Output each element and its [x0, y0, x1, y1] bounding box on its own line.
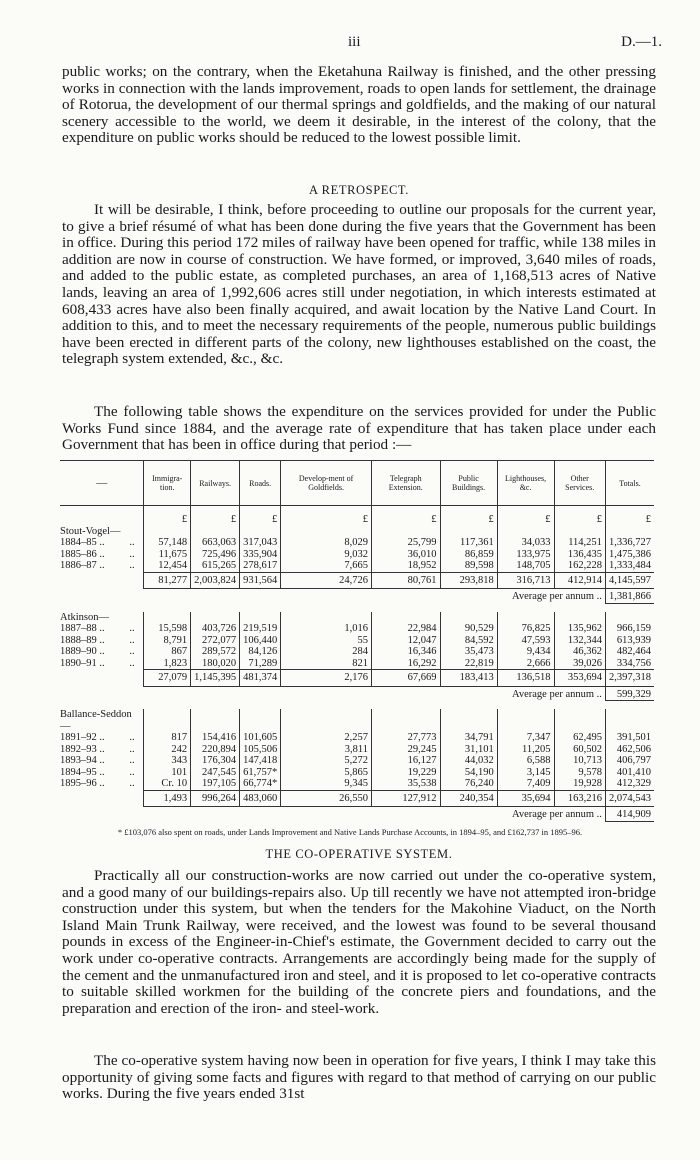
row-year: 1890–91 ..: [60, 657, 105, 669]
subtotal-cell: 27,079: [144, 670, 191, 687]
table-cell: 3,811: [281, 744, 372, 756]
table-cell: 25,799: [371, 537, 440, 549]
page-number: iii: [348, 34, 361, 50]
table-cell: 11,205: [497, 744, 554, 756]
empty-cell: [440, 526, 497, 538]
table-cell: 401,410: [605, 767, 654, 779]
subtotal-cell: 2,397,318: [605, 670, 654, 687]
table-cell: 220,894: [191, 744, 240, 756]
table-cell: 284: [281, 646, 372, 658]
table-cell: 391,501: [605, 732, 654, 744]
spacer-cell: [60, 506, 129, 526]
row-dots: ..: [129, 537, 135, 548]
empty-cell: [554, 612, 605, 624]
table-cell: 9,345: [281, 778, 372, 790]
group-label-row: [60, 709, 654, 732]
table-cell: 821: [281, 658, 372, 670]
spacer-cell: [129, 670, 144, 687]
spacer-cell: [60, 790, 129, 807]
column-header: Totals.: [605, 461, 654, 506]
average-label: Average per annum ..: [512, 688, 602, 700]
empty-cell: [281, 612, 372, 624]
currency-cell: £: [191, 506, 240, 526]
table-cell: 176,304: [191, 755, 240, 767]
empty-cell: [191, 709, 240, 732]
table-cell: 147,418: [240, 755, 281, 767]
table-cell: 76,240: [440, 778, 497, 790]
empty-cell: [554, 526, 605, 538]
table-cell: 462,506: [605, 744, 654, 756]
table-cell: 2,666: [497, 658, 554, 670]
row-year: 1885–86 ..: [60, 548, 105, 560]
table-cell: 180,020: [191, 658, 240, 670]
table-header-row: [60, 461, 654, 506]
table-cell: 16,292: [371, 658, 440, 670]
group-name: Stout-Vogel—: [60, 525, 121, 537]
table-cell: 16,127: [371, 755, 440, 767]
heading-retrospect: A RETROSPECT.: [309, 183, 409, 197]
table-cell: 35,473: [440, 646, 497, 658]
table-row: [60, 623, 654, 635]
subtotal-cell: 2,074,543: [605, 790, 654, 807]
table-cell: 39,026: [554, 658, 605, 670]
table-cell: 317,043: [240, 537, 281, 549]
column-header: Other Services.: [554, 461, 605, 506]
subtotal-cell: 26,550: [281, 790, 372, 807]
table-row: [60, 767, 654, 779]
table-cell: 725,496: [191, 549, 240, 561]
row-year: 1893–94 ..: [60, 755, 105, 766]
table-cell: 1,333,484: [605, 560, 654, 572]
table-cell: 8,029: [281, 537, 372, 549]
row-year: 1894–95 ..: [60, 766, 105, 778]
table-cell: 101,605: [240, 732, 281, 744]
table-cell: 11,675: [144, 549, 191, 561]
empty-cell: [554, 709, 605, 732]
spacer-cell: [129, 572, 144, 589]
empty-cell: [191, 612, 240, 624]
table-cell: 84,126: [240, 646, 281, 658]
row-year: 1888–89 ..: [60, 634, 105, 646]
table-cell: 60,502: [554, 744, 605, 756]
table-cell: 71,289: [240, 658, 281, 670]
table-cell: 289,572: [191, 646, 240, 658]
subtotal-cell: 127,912: [371, 790, 440, 807]
subtotal-cell: 35,694: [497, 790, 554, 807]
subtotal-cell: 240,354: [440, 790, 497, 807]
average-label: Average per annum ..: [512, 591, 602, 602]
empty-cell: [497, 709, 554, 732]
row-dots: ..: [129, 732, 135, 743]
subtotal-cell: 24,726: [281, 572, 372, 589]
table-cell: 16,346: [371, 646, 440, 658]
subtotal-cell: 136,518: [497, 670, 554, 687]
table-cell: 89,598: [440, 560, 497, 572]
empty-cell: [240, 526, 281, 538]
table-row: [60, 778, 654, 790]
table-cell: 343: [144, 755, 191, 767]
empty-cell: [144, 612, 191, 624]
table-cell: 154,416: [191, 732, 240, 744]
subtotal-cell: 316,713: [497, 572, 554, 589]
table-cell: Cr. 10: [144, 778, 191, 790]
empty-cell: [144, 709, 191, 732]
table-cell: 1,823: [144, 658, 191, 670]
table-cell: 90,529: [440, 623, 497, 635]
table-cell: 10,713: [554, 755, 605, 767]
table-cell: 133,975: [497, 549, 554, 561]
table-cell: 335,904: [240, 549, 281, 561]
table-cell: 162,228: [554, 560, 605, 572]
table-cell: 34,033: [497, 537, 554, 549]
table-cell: 76,825: [497, 623, 554, 635]
table-cell: 86,859: [440, 549, 497, 561]
column-header: Public Buildings.: [440, 461, 497, 506]
table-cell: 15,598: [144, 623, 191, 635]
table-cell: 9,578: [554, 767, 605, 779]
table-cell: 5,272: [281, 755, 372, 767]
table-cell: 8,791: [144, 635, 191, 647]
table-body: [60, 506, 654, 822]
column-header: Immigra-tion.: [144, 461, 191, 506]
table-cell: 84,592: [440, 635, 497, 647]
table-cell: 482,464: [605, 646, 654, 658]
table-cell: 18,952: [371, 560, 440, 572]
table-cell: 663,063: [191, 537, 240, 549]
table-cell: 12,454: [144, 560, 191, 572]
row-year: 1889–90 ..: [60, 646, 105, 657]
table-cell: 101: [144, 767, 191, 779]
empty-cell: [144, 526, 191, 538]
paragraph-co-operative-facts: The co-operative system having now been in operation for five years, I think I may take this opportunity of giving some facts and figures with regard to that method of carrying on our public works. During the five years ended 31st: [62, 1052, 656, 1103]
table-cell: 615,265: [191, 560, 240, 572]
document-reference: D.—1.: [621, 34, 662, 50]
row-dots: ..: [129, 646, 135, 657]
table-cell: 46,362: [554, 646, 605, 658]
table-cell: 7,665: [281, 560, 372, 572]
empty-cell: [497, 612, 554, 624]
table-cell: 22,984: [371, 623, 440, 635]
subtotal-cell: 1,493: [144, 790, 191, 807]
table-row: [60, 732, 654, 744]
spacer-cell: [60, 572, 129, 589]
average-value: 1,381,866: [605, 589, 654, 604]
average-row: [60, 589, 654, 604]
table-cell: 1,336,727: [605, 537, 654, 549]
currency-cell: £: [371, 506, 440, 526]
table-cell: 406,797: [605, 755, 654, 767]
table-cell: 34,791: [440, 732, 497, 744]
row-dots: ..: [129, 634, 135, 646]
subtotal-cell: 67,669: [371, 670, 440, 687]
table-cell: 6,588: [497, 755, 554, 767]
table-cell: 247,545: [191, 767, 240, 779]
table-cell: 272,077: [191, 635, 240, 647]
table-cell: 19,928: [554, 778, 605, 790]
average-value: 599,329: [605, 686, 654, 701]
row-dots: ..: [129, 657, 135, 669]
table-cell: 5,865: [281, 767, 372, 779]
subtotal-row: [60, 790, 654, 807]
table-cell: 27,773: [371, 732, 440, 744]
empty-cell: [191, 526, 240, 538]
spacer-cell: [60, 701, 654, 710]
table-cell: 613,939: [605, 635, 654, 647]
page-header: [0, 34, 700, 54]
table-cell: 62,495: [554, 732, 605, 744]
empty-cell: [240, 709, 281, 732]
spacer-cell: [60, 603, 654, 612]
table-cell: 3,145: [497, 767, 554, 779]
table-cell: 966,159: [605, 623, 654, 635]
table-cell: 132,344: [554, 635, 605, 647]
empty-cell: [371, 526, 440, 538]
table-cell: 135,962: [554, 623, 605, 635]
spacer-cell: [129, 506, 144, 526]
table-cell: 114,251: [554, 537, 605, 549]
table-cell: 817: [144, 732, 191, 744]
table-cell: 47,593: [497, 635, 554, 647]
subtotal-cell: 81,277: [144, 572, 191, 589]
table-row: [60, 755, 654, 767]
table-cell: 106,440: [240, 635, 281, 647]
table-cell: 412,329: [605, 778, 654, 790]
currency-cell: £: [554, 506, 605, 526]
row-dots: ..: [129, 743, 135, 755]
group-gap: [60, 701, 654, 710]
table-cell: 1,475,386: [605, 549, 654, 561]
empty-cell: [440, 612, 497, 624]
row-year: 1886–87 ..: [60, 560, 105, 571]
table-cell: 44,032: [440, 755, 497, 767]
table-cell: 57,148: [144, 537, 191, 549]
paragraph-public-works: public works; on the contrary, when the Eketahuna Railway is finished, and the other pressing works in connection with the lands improvement, roads to open lands for settlement, the drainage of Rotorua, the development of our thermal springs and goldfields, and the making of our natural scenery accessible to the world, we deem it desirable, in the interest of the colony, that the expenditure on public works should be reduced to the lowest possible limit.: [62, 63, 656, 147]
table-row: [60, 560, 654, 572]
currency-row: [60, 506, 654, 526]
table-cell: 1,016: [281, 623, 372, 635]
spacer-cell: [129, 790, 144, 807]
row-dots: ..: [129, 560, 135, 571]
table-cell: 54,190: [440, 767, 497, 779]
group-label-row: [60, 526, 654, 538]
table-cell: 219,519: [240, 623, 281, 635]
subtotal-cell: 183,413: [440, 670, 497, 687]
currency-cell: £: [497, 506, 554, 526]
row-year: 1884–85 ..: [60, 537, 105, 548]
row-year: 1895–96 ..: [60, 778, 105, 789]
subtotal-row: [60, 670, 654, 687]
column-header: —: [60, 461, 144, 506]
empty-cell: [605, 709, 654, 732]
group-name: Atkinson—: [60, 611, 110, 623]
currency-cell: £: [440, 506, 497, 526]
table-cell: 403,726: [191, 623, 240, 635]
table-cell: 7,347: [497, 732, 554, 744]
subtotal-cell: 996,264: [191, 790, 240, 807]
currency-cell: £: [605, 506, 654, 526]
table-cell: 197,105: [191, 778, 240, 790]
table-row: [60, 635, 654, 647]
group-gap: [60, 603, 654, 612]
subtotal-cell: 1,145,395: [191, 670, 240, 687]
table-cell: 55: [281, 635, 372, 647]
row-year: 1887–88 ..: [60, 623, 105, 634]
table-cell: 117,361: [440, 537, 497, 549]
subtotal-cell: 293,818: [440, 572, 497, 589]
average-value: 414,909: [605, 807, 654, 822]
subtotal-cell: 483,060: [240, 790, 281, 807]
row-dots: ..: [129, 623, 135, 634]
subtotal-cell: 481,374: [240, 670, 281, 687]
table-cell: 29,245: [371, 744, 440, 756]
empty-cell: [371, 612, 440, 624]
table-cell: 61,757*: [240, 767, 281, 779]
table-footnote: * £103,076 also spent on roads, under Lands Improvement and Native Lands Purchase Accounts, in 1894–95, and £162,737 in 1895–96.: [117, 827, 583, 837]
column-header: Telegraph Extension.: [371, 461, 440, 506]
spacer-cell: [60, 670, 129, 687]
table-cell: 7,409: [497, 778, 554, 790]
empty-cell: [240, 612, 281, 624]
row-year: 1892–93 ..: [60, 743, 105, 755]
table-cell: 242: [144, 744, 191, 756]
subtotal-cell: 2,176: [281, 670, 372, 687]
group-name: Ballance-Seddon—: [60, 709, 132, 732]
table-row: [60, 646, 654, 658]
currency-cell: £: [240, 506, 281, 526]
row-dots: ..: [129, 778, 135, 789]
subtotal-cell: 4,145,597: [605, 572, 654, 589]
table-cell: 9,032: [281, 549, 372, 561]
table-cell: 148,705: [497, 560, 554, 572]
subtotal-cell: 412,914: [554, 572, 605, 589]
empty-cell: [281, 526, 372, 538]
column-header: Lighthouses, &c.: [497, 461, 554, 506]
average-row: [60, 807, 654, 822]
row-dots: ..: [129, 548, 135, 560]
currency-cell: £: [281, 506, 372, 526]
table-cell: 334,756: [605, 658, 654, 670]
average-row: [60, 686, 654, 701]
column-header: Roads.: [240, 461, 281, 506]
row-dots: ..: [129, 766, 135, 778]
table-row: [60, 549, 654, 561]
column-header: Develop-ment of Goldfields.: [281, 461, 372, 506]
subtotal-row: [60, 572, 654, 589]
table-cell: 278,617: [240, 560, 281, 572]
subtotal-cell: 80,761: [371, 572, 440, 589]
subtotal-cell: 163,216: [554, 790, 605, 807]
paragraph-retrospect: It will be desirable, I think, before proceeding to outline our proposals for the current year, to give a brief résumé of what has been done during the five years that the Government has been in office. During this period 172 miles of railway have been opened for traffic, while 138 miles in addition are now in course of construction. We have formed, or improved, 3,640 miles of roads, and added to the public estate, as completed purchases, an area of 1,168,513 acres of Native lands, leaving an area of 1,992,606 acres still under negotiation, in which interests estimated at 608,433 acres have also been finally acquired, and await location by the Native Land Court. In addition to this, and to meet the necessary requirements of the people, numerous public buildings have been erected in different parts of the colony, new lighthouses established on the coast, the telegraph system extended, &c., &c.: [62, 201, 656, 368]
table-cell: 19,229: [371, 767, 440, 779]
table-row: [60, 744, 654, 756]
empty-cell: [497, 526, 554, 538]
expenditure-table: [60, 460, 654, 822]
table-cell: 35,538: [371, 778, 440, 790]
table-cell: 22,819: [440, 658, 497, 670]
table-cell: 2,257: [281, 732, 372, 744]
subtotal-cell: 2,003,824: [191, 572, 240, 589]
table-row: [60, 658, 654, 670]
row-year: 1891–92 ..: [60, 732, 105, 743]
table-cell: 66,774*: [240, 778, 281, 790]
empty-cell: [440, 709, 497, 732]
currency-cell: £: [144, 506, 191, 526]
empty-cell: [605, 612, 654, 624]
empty-cell: [605, 526, 654, 538]
table-cell: 9,434: [497, 646, 554, 658]
subtotal-cell: 353,694: [554, 670, 605, 687]
table-cell: 12,047: [371, 635, 440, 647]
row-dots: ..: [129, 755, 135, 766]
table-cell: 136,435: [554, 549, 605, 561]
group-label-row: [60, 612, 654, 624]
subtotal-cell: 931,564: [240, 572, 281, 589]
table-row: [60, 537, 654, 549]
column-header: Railways.: [191, 461, 240, 506]
table-cell: 105,506: [240, 744, 281, 756]
table-cell: 867: [144, 646, 191, 658]
average-label: Average per annum ..: [512, 809, 602, 820]
paragraph-co-operative: Practically all our construction-works are now carried out under the co-operative system, and a good many of our buildings-repairs also. Up till recently we have not attempted iron-bridge construction under this system, but when the tenders for the Makohine Viaduct, on the North Island Main Trunk Railway, were received, and the lowest was found to be several thousand pounds in excess of the Engineer-in-Chief's estimate, the Government decided to carry out the work under co-operative contracts. Arrangements are accordingly being made for the supply of the cement and the unmanufactured iron and steel, and it is proposed to let co-operative contracts to suitable skilled workmen for the building of the concrete piers and foundations, and the preparation and erection of the iron- and steel-work.: [62, 867, 656, 1017]
empty-cell: [371, 709, 440, 732]
paragraph-table-intro: The following table shows the expenditure on the services provided for under the Public Works Fund since 1884, and the average rate of expenditure that has taken place under each Government that has been in office during that period :—: [62, 403, 656, 454]
table-cell: 36,010: [371, 549, 440, 561]
table-cell: 31,101: [440, 744, 497, 756]
empty-cell: [281, 709, 372, 732]
heading-co-operative-system: THE CO-OPERATIVE SYSTEM.: [265, 847, 453, 861]
